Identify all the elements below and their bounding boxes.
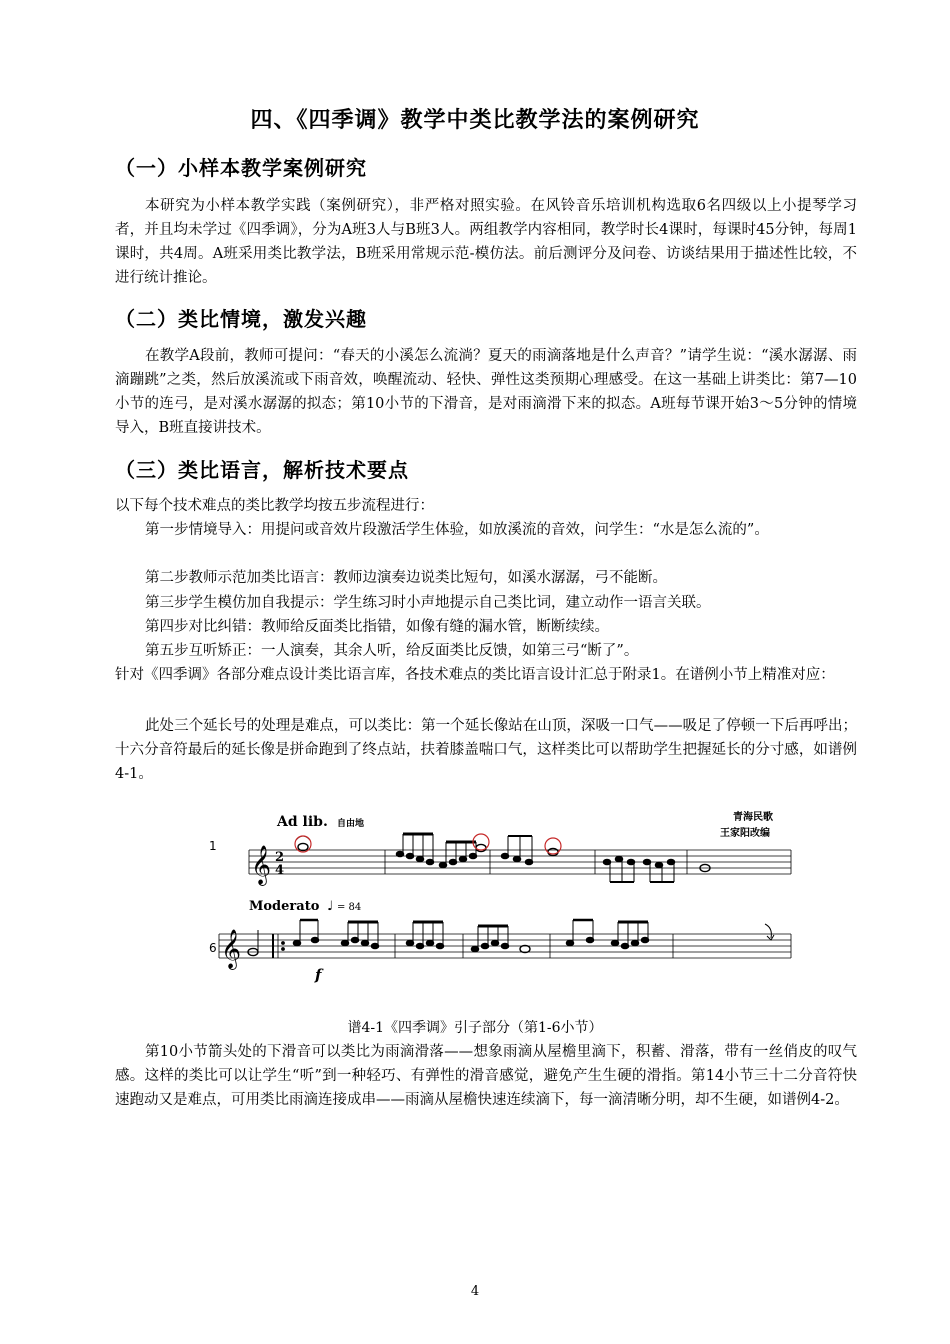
notes-system-2 xyxy=(248,920,774,956)
tempo-marking-2: Moderato xyxy=(249,899,320,914)
step-4: 第四步对比纠错：教师给反面类比指错，如像有缝的漏水管，断断续续。 xyxy=(145,619,609,635)
dynamic-marking: f xyxy=(315,966,322,984)
score-caption: 谱4-1《四季调》引子部分（第1-6小节） xyxy=(347,1020,603,1036)
measure-number-1: 1 xyxy=(209,839,217,853)
step-1: 第一步情境导入：用提问或音效片段激活学生体验，如放溪流的音效，问学生：“水是怎么流的”。 xyxy=(145,522,769,538)
paragraph-after-score: 第10小节箭头处的下滑音可以类比为雨滴滑落——想象雨滴从屋檐里滴下，积蓄、滑落，带有一丝俏皮的叹气感。这样的类比可以让学生“听”到一种轻巧、有弹性的滑音感觉，避免产生生硬的滑指。第14小节三十二分音符快速跑动又是难点，可用类比雨滴连接成串——雨滴从屋檐快速连续滴下，每一滴清晰分明，却不生硬，如谱例4-2。 xyxy=(115,1044,857,1108)
tempo-marking-1-cn: 自由地 xyxy=(337,819,365,829)
page-number: 4 xyxy=(470,1284,480,1299)
time-signature-bottom: 4 xyxy=(275,863,285,878)
subsection-heading-2: （二）类比情境，激发兴趣 xyxy=(115,307,367,331)
composer-arranger: 王家阳改编 xyxy=(720,828,770,839)
paragraph-2: 在教学A段前，教师可提问：“春天的小溪怎么流淌？夏天的雨滴落地是什么声音？”请学生说：“溪水潺潺、雨滴蹦跳”之类，然后放溪流或下雨音效，唤醒流动、轻快、弹性这类预期心理感受。在这一基础上讲类比：第7—10小节的连弓，是对溪水潺潺的拟态；第10小节的下滑音，是对雨滴滑下来的拟态。A班每节课开始3～5分钟的情境导入，B班直接讲技术。 xyxy=(115,348,857,436)
composer-origin: 青海民歌 xyxy=(733,812,773,823)
time-signature-top: 2 xyxy=(275,850,285,865)
tempo-marking-1: Ad lib. xyxy=(277,814,328,830)
step-5: 第五步互听矫正：一人演奏，其余人听，给反面类比反馈，如第三弓“断了”。 xyxy=(145,643,639,659)
example-paragraph: 此处三个延长号的处理是难点，可以类比：第一个延长像站在山顶，深吸一口气——吸足了停顿一下后再呼出；十六分音符最后的延长像是拼命跑到了终点站，扶着膝盖喘口气，这样类比可以帮助学生把握延长的分寸感，如谱例4-1。 xyxy=(115,718,857,782)
step-3: 第三步学生模仿加自我提示：学生练习时小声地提示自己类比词，建立动作一语言关联。 xyxy=(145,595,711,611)
section-title: 四、《四季调》教学中类比教学法的案例研究 xyxy=(250,108,700,133)
notes-system-1 xyxy=(296,834,710,882)
treble-clef-icon: 𝄞 xyxy=(251,845,272,885)
measure-number-6: 6 xyxy=(209,941,217,955)
steps-intro: 以下每个技术难点的类比教学均按五步流程进行： xyxy=(115,498,434,514)
subsection-heading-1: （一）小样本教学案例研究 xyxy=(115,156,367,180)
step-2: 第二步教师示范加类比语言：教师边演奏边说类比短句，如溪水潺潺，弓不能断。 xyxy=(145,570,667,586)
summary-paragraph: 针对《四季调》各部分难点设计类比语言库，各技术难点的类比语言设计汇总于附录1。在谱例小节上精准对应： xyxy=(115,667,835,683)
paragraph-1: 本研究为小样本教学实践（案例研究），非严格对照实验。在风铃音乐培训机构选取6名四级以上小提琴学习者，并且均未学过《四季调》，分为A班3人与B班3人。两组教学内容相同，教学时长4课时，每课时45分钟，每周1课时，共4周。A班采用类比教学法，B班采用常规示范-模仿法。前后测评分及问卷、访谈结果用于描述性比较，不进行统计推论。 xyxy=(115,198,857,286)
treble-clef-icon: 𝄞 xyxy=(221,929,242,969)
music-score-example xyxy=(205,802,795,1002)
metronome-mark: = 84 xyxy=(337,902,362,913)
note-icon: ♩ xyxy=(327,899,334,914)
subsection-heading-3: （三）类比语言，解析技术要点 xyxy=(115,458,409,482)
